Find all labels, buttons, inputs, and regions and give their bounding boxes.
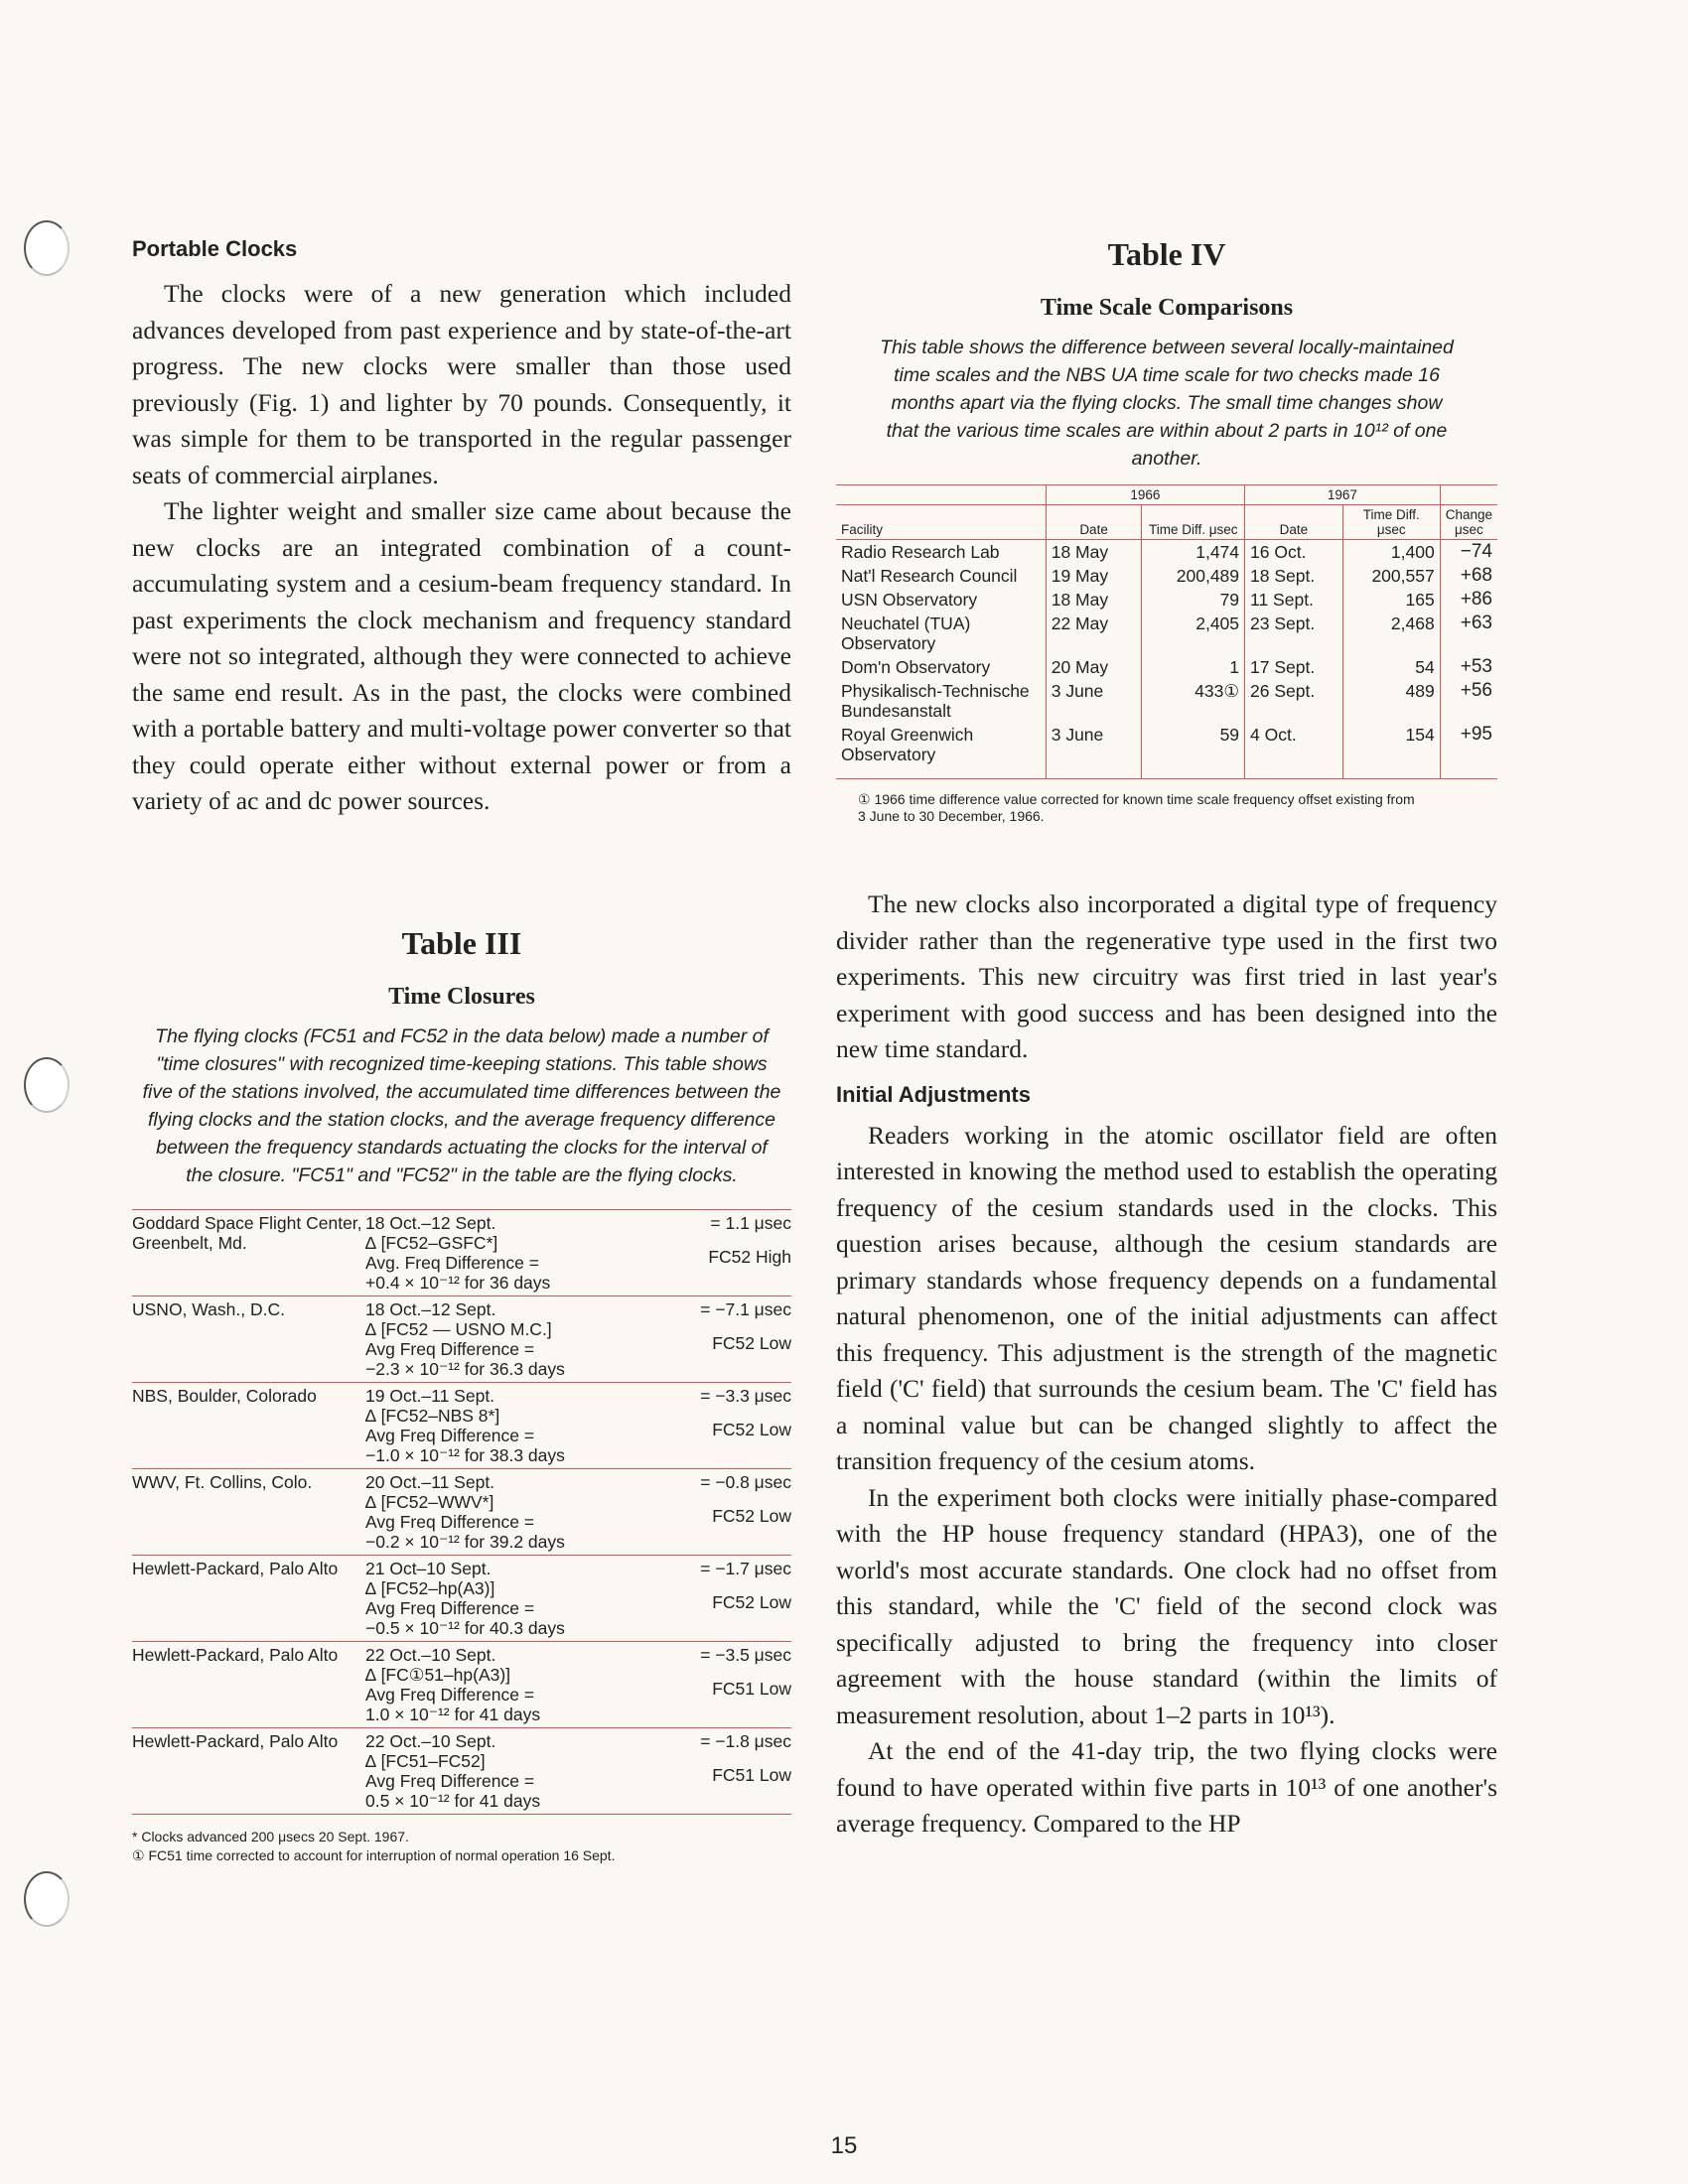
table-row (836, 540, 1497, 565)
date-cell: 19 May (1046, 564, 1142, 588)
time-diff-cell: 2,405 (1142, 612, 1245, 655)
time-diff-cell: 1,400 (1342, 540, 1440, 565)
table-row (132, 1641, 791, 1727)
table-iv-caption: This table shows the difference between several locally-maintained time scales and the NBS UA time scale for two checks made 16 months apart via the flying clocks. The small time changes show that the various time scales are within about 2 parts in 10¹² of one another. (880, 337, 1454, 470)
footnote: ① FC51 time corrected to account for interruption of normal operation 16 Sept. (132, 1846, 616, 1863)
time-diff-cell: 200,489 (1142, 564, 1245, 588)
facility-cell: USN Observatory (841, 590, 978, 610)
table-iii-title: Table III (401, 924, 522, 961)
table-row (132, 1382, 791, 1468)
date-cell: 20 May (1046, 655, 1142, 679)
station-name: Goddard Space Flight Center, Greenbelt, Md. (132, 1212, 362, 1253)
date-cell: 3 June (1046, 679, 1142, 723)
station-name: NBS, Boulder, Colorado (132, 1385, 317, 1406)
freq-difference-value: 1.0 × 10⁻¹² for 41 days (365, 1704, 541, 1724)
table-iv-title: Table IV (1107, 236, 1226, 272)
date-cell: 17 Sept. (1245, 655, 1343, 679)
table-iii (132, 925, 791, 1864)
time-diff-cell: 1 (1142, 655, 1245, 679)
frequency-status: FC51 Low (712, 1764, 791, 1785)
time-closures-table (132, 1209, 791, 1815)
time-difference: = −7.1 μsec (700, 1298, 791, 1319)
closure-delta: ∆ [FC52–WWV*] (365, 1491, 494, 1512)
section-heading-initial-adjustments: Initial Adjustments (836, 1081, 1031, 1107)
date-header: Date (1046, 505, 1142, 540)
station-name: Hewlett-Packard, Palo Alto (132, 1730, 339, 1751)
table-row (132, 1555, 791, 1641)
paragraph: The clocks were of a new generation which included advances developed from past experience and by state-of-the-art progress. The new clocks were smaller than those used previously (Fig. 1) and lighter by 70 pounds. Consequently, it was simple for them to be transported in the regular passenger seats of commercial airplanes. (132, 279, 791, 489)
closure-dates: 18 Oct.–12 Sept. (365, 1212, 496, 1233)
freq-difference-value: −0.5 × 10⁻¹² for 40.3 days (365, 1617, 565, 1638)
closure-dates: 18 Oct.–12 Sept. (365, 1298, 496, 1319)
date-cell: 18 May (1046, 540, 1142, 565)
time-difference: = −1.7 μsec (700, 1558, 791, 1578)
change-cell: +86 (1440, 588, 1497, 612)
right-text (836, 887, 1497, 1843)
binder-hole (24, 220, 70, 276)
table-iv (836, 236, 1497, 825)
freq-difference-label: Avg Freq Difference = (365, 1684, 535, 1705)
blank-header (836, 485, 1046, 505)
freq-difference-value: −0.2 × 10⁻¹² for 39.2 days (365, 1531, 565, 1552)
right-column (836, 236, 1497, 1843)
binder-hole (24, 1057, 70, 1113)
freq-difference-label: Avg Freq Difference = (365, 1425, 535, 1445)
change-cell: +63 (1440, 612, 1497, 655)
table-iii-caption: The flying clocks (FC51 and FC52 in the data below) made a number of "time closures" with recognized time-keeping stations. This table shows five of the stations involved, the accumulated time differences between the flying clocks and the station clocks, and the average frequency difference between the frequency standards actuating the clocks for the interval of the closure. "FC51" and "FC52" in the table are the flying clocks. (142, 1024, 781, 1186)
table-row (132, 1727, 791, 1814)
frequency-status: FC52 Low (712, 1505, 791, 1526)
closure-delta: ∆ [FC52–NBS 8*] (365, 1405, 500, 1426)
change-cell: +56 (1440, 679, 1497, 723)
table-row (132, 1468, 791, 1555)
time-diff-cell: 79 (1142, 588, 1245, 612)
blank-header (1440, 485, 1497, 505)
paragraph: At the end of the 41-day trip, the two flying clocks were found to have operated within five parts in 10¹³ of one another's average frequency. Compared to the HP (836, 1736, 1497, 1838)
facility-cell: Neuchatel (TUA) Observatory (841, 614, 971, 653)
date-cell: 26 Sept. (1245, 679, 1343, 723)
closure-dates: 21 Oct–10 Sept. (365, 1558, 492, 1578)
frequency-status: FC52 Low (712, 1591, 791, 1612)
facility-header: Facility (836, 505, 1046, 540)
freq-difference-value: 0.5 × 10⁻¹² for 41 days (365, 1790, 541, 1811)
date-cell: 16 Oct. (1245, 540, 1343, 565)
time-diff-cell: 200,557 (1342, 564, 1440, 588)
closure-dates: 20 Oct.–11 Sept. (365, 1471, 495, 1492)
freq-difference-value: −1.0 × 10⁻¹² for 38.3 days (365, 1444, 565, 1465)
station-name: USNO, Wash., D.C. (132, 1298, 285, 1319)
table-row (836, 655, 1497, 679)
date-header: Date (1245, 505, 1343, 540)
year-1966-header: 1966 (1046, 485, 1244, 505)
time-diff-cell: 54 (1342, 655, 1440, 679)
time-diff-cell: 59 (1142, 723, 1245, 779)
change-cell: +53 (1440, 655, 1497, 679)
time-difference: = 1.1 μsec (710, 1212, 791, 1233)
table-row (836, 679, 1497, 723)
closure-delta: ∆ [FC①51–hp(A3)] (365, 1664, 511, 1685)
change-header: Change μsec (1440, 505, 1497, 540)
paragraph: The new clocks also incorporated a digital type of frequency divider rather than the regenerative type used in the first two experiments. This new circuitry was first tried in last year's experiment with good success and has been designed into the new time standard. (836, 889, 1497, 1063)
facility-cell: Radio Research Lab (841, 542, 1000, 562)
change-cell: +95 (1440, 723, 1497, 779)
freq-difference-label: Avg Freq Difference = (365, 1338, 535, 1359)
left-column (132, 236, 791, 1866)
time-diff-cell: 165 (1342, 588, 1440, 612)
date-cell: 18 May (1046, 588, 1142, 612)
time-diff-header: Time Diff. μsec (1142, 505, 1245, 540)
time-diff-cell: 2,468 (1342, 612, 1440, 655)
time-difference: = −3.3 μsec (700, 1385, 791, 1406)
freq-difference-value: −2.3 × 10⁻¹² for 36.3 days (365, 1358, 565, 1379)
closure-dates: 22 Oct.–10 Sept. (365, 1644, 496, 1665)
freq-difference-label: Avg. Freq Difference = (365, 1252, 539, 1273)
section-heading-portable-clocks: Portable Clocks (132, 236, 298, 261)
closure-delta: ∆ [FC52 — USNO M.C.] (365, 1318, 552, 1339)
closure-dates: 19 Oct.–11 Sept. (365, 1385, 495, 1406)
time-diff-cell: 1,474 (1142, 540, 1245, 565)
table-iv-subtitle: Time Scale Comparisons (1040, 295, 1294, 321)
paragraph: The lighter weight and smaller size came about because the new clocks are an integrated combination of a count-accumulating system and a cesium-beam frequency standard. In past experiments the clock mechanism and frequency standard were not so integrated, although they were connected to achieve the same end result. As in the past, the clocks were combined with a portable battery and multi-voltage power converter so that they could operate either without external power or from a variety of ac and dc power sources. (132, 496, 791, 815)
page-number: 15 (830, 2132, 858, 2159)
table-row (836, 723, 1497, 779)
time-diff-cell: 489 (1342, 679, 1440, 723)
table-row (836, 612, 1497, 655)
date-cell: 4 Oct. (1245, 723, 1343, 779)
time-scale-comparisons-table (836, 484, 1497, 779)
date-cell: 11 Sept. (1245, 588, 1343, 612)
table-row (836, 564, 1497, 588)
station-name: WWV, Ft. Collins, Colo. (132, 1471, 313, 1492)
facility-cell: Dom'n Observatory (841, 657, 991, 677)
closure-delta: ∆ [FC51–FC52] (365, 1750, 486, 1771)
time-diff-cell: 433① (1142, 679, 1245, 723)
time-diff-cell: 154 (1342, 723, 1440, 779)
freq-difference-label: Avg Freq Difference = (365, 1597, 535, 1618)
footnote: * Clocks advanced 200 μsecs 20 Sept. 1967. (132, 1828, 409, 1844)
date-cell: 3 June (1046, 723, 1142, 779)
freq-difference-label: Avg Freq Difference = (365, 1770, 535, 1791)
station-name: Hewlett-Packard, Palo Alto (132, 1558, 339, 1578)
table-row (132, 1296, 791, 1382)
binder-hole (24, 1871, 70, 1927)
time-difference: = −1.8 μsec (700, 1730, 791, 1751)
paragraph: Readers working in the atomic oscillator field are often interested in knowing the method used to establish the operating frequency of the cesium standards used in the clocks. This question arises because, although the cesium standards are primary standards whose frequency depends on a fundamental natural phenomenon, one of the initial adjustments can affect this frequency. This adjustment is the strength of the magnetic field ('C' field) that surrounds the cesium beam. The 'C' field has a nominal value but can be changed slightly to affect the transition frequency of the cesium atoms. (836, 1120, 1497, 1475)
change-cell: +68 (1440, 564, 1497, 588)
frequency-status: FC52 Low (712, 1419, 791, 1439)
table-iii-subtitle: Time Closures (388, 983, 535, 1010)
portable-clocks-text (132, 276, 791, 820)
frequency-status: FC51 Low (712, 1678, 791, 1699)
table-iii-notes (132, 1829, 791, 1864)
time-difference: = −0.8 μsec (700, 1471, 791, 1492)
freq-difference-label: Avg Freq Difference = (365, 1511, 535, 1532)
facility-cell: Royal Greenwich Observatory (836, 723, 1046, 779)
closure-dates: 22 Oct.–10 Sept. (365, 1730, 496, 1751)
frequency-status: FC52 Low (712, 1332, 791, 1353)
time-diff-header: Time Diff. μsec (1342, 505, 1440, 540)
closure-delta: ∆ [FC52–GSFC*] (365, 1232, 498, 1253)
table-row (836, 588, 1497, 612)
change-cell: −74 (1440, 540, 1497, 565)
facility-cell: Nat'l Research Council (841, 566, 1018, 586)
year-1967-header: 1967 (1245, 485, 1441, 505)
date-cell: 22 May (1046, 612, 1142, 655)
facility-cell: Physikalisch-Technische Bundesanstalt (841, 681, 1030, 721)
table-iv-note: ① 1966 time difference value corrected for known time scale frequency offset existing from 3 June to 30 December, 1966. (858, 791, 1415, 824)
station-name: Hewlett-Packard, Palo Alto (132, 1644, 339, 1665)
freq-difference-value: +0.4 × 10⁻¹² for 36 days (365, 1272, 551, 1293)
frequency-status: FC52 High (708, 1246, 791, 1267)
date-cell: 18 Sept. (1245, 564, 1343, 588)
closure-delta: ∆ [FC52–hp(A3)] (365, 1577, 495, 1598)
table-row (132, 1209, 791, 1296)
date-cell: 23 Sept. (1245, 612, 1343, 655)
time-difference: = −3.5 μsec (700, 1644, 791, 1665)
paragraph: In the experiment both clocks were initially phase-compared with the HP house frequency standard (HPA3), one of the world's most accurate standards. One clock had no offset from this standard, while the 'C' field of the second clock was specifically adjusted to bring the frequency into closer agreement with the house standard (within the limits of measurement resolution, about 1–2 parts in 10¹³). (836, 1482, 1497, 1729)
